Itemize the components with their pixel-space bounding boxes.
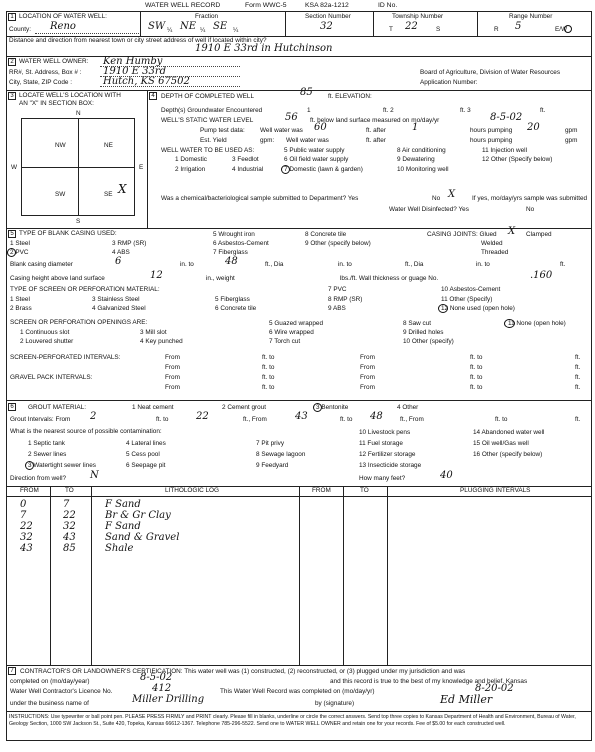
section-number-7: 7 (8, 667, 16, 675)
opening-11-circle (504, 319, 515, 328)
signature-label: by (signature) (315, 700, 355, 707)
in-to: in. to (180, 261, 194, 268)
groundwater-label: Depth(s) Groundwater Encountered (161, 107, 263, 114)
use-11[interactable]: 11 Injection well (482, 147, 527, 154)
use-7-circle (281, 165, 290, 174)
g-to-1: ft. to (156, 416, 169, 423)
direction-label: Direction from well? (10, 475, 67, 482)
opening-7[interactable]: 7 Torch cut (269, 338, 301, 345)
diameter-value[interactable]: 6 (115, 256, 122, 267)
threaded: Threaded (481, 249, 509, 256)
application-label: Application Number: (420, 79, 478, 86)
well-location-mark[interactable]: X (118, 182, 127, 196)
casing-7[interactable]: 7 Fiberglass (213, 249, 248, 256)
completed-date[interactable]: 8-5-02 (140, 672, 173, 683)
gravel-to-2: ft. to (470, 374, 483, 381)
in-to-2: in. to (338, 261, 352, 268)
hours-pumping: hours pumping (470, 127, 513, 134)
screen-12-circle (438, 304, 448, 313)
static-date[interactable]: 8-5-02 (490, 112, 523, 123)
ft-dia-2: ft., Dia (405, 261, 424, 268)
contam-12[interactable]: 12 Fertilizer storage (359, 451, 416, 458)
gravel-to-3: ft. to (262, 384, 275, 391)
completed-2-date[interactable]: 8-20-02 (475, 683, 514, 694)
east-circle (564, 25, 572, 33)
grout-to-2[interactable]: 48 (370, 411, 383, 422)
perf-from-4: From (360, 364, 375, 371)
contam-11[interactable]: 11 Fuel storage (359, 440, 403, 447)
compass-s: S (76, 218, 81, 225)
perf-to-3: ft. to (262, 364, 275, 371)
g-from-3: ft., From (400, 416, 424, 423)
log-litho[interactable]: Shale (105, 543, 134, 554)
gravel-end: ft. (575, 374, 581, 381)
log-header-plugging: PLUGGING INTERVALS (460, 487, 531, 494)
perf-to-2: ft. to (470, 354, 483, 361)
height-label: Casing height above land surface (10, 275, 105, 282)
quadrant-sw: SW (55, 191, 66, 198)
contam-7[interactable]: 7 Pit privy (256, 440, 285, 447)
owner-value[interactable]: Ken Humby (103, 56, 163, 67)
perf-end-2: ft. (575, 364, 581, 371)
log-header-litho: LITHOLOGIC LOG (165, 487, 219, 494)
static-tail: ft. below land surface measured on mo/day/yr (310, 117, 440, 124)
ksa-reference: KSA 82a-1212 (305, 2, 349, 9)
gravel-end-2: ft. (575, 384, 581, 391)
county-label: County: (9, 26, 32, 33)
log-to[interactable]: 7 (63, 499, 70, 510)
distance-value[interactable]: 1910 E 33rd in Hutchinson (195, 43, 333, 54)
section-number-3: 3 (8, 92, 16, 100)
screen-10[interactable]: 10 Asbestos-Cement (441, 286, 501, 293)
log-litho[interactable]: F Sand (105, 521, 141, 532)
use-12[interactable]: 12 Other (Specify below) (482, 156, 553, 163)
quadrant-nw: NW (55, 142, 66, 149)
pump-after[interactable]: 1 (412, 122, 419, 133)
log-header-from-2: FROM (312, 487, 331, 494)
gpm-label-2: gpm (565, 137, 578, 144)
use-9[interactable]: 9 Dewatering (397, 156, 435, 163)
g-to-2: ft. to (340, 416, 353, 423)
address-value[interactable]: 1910 E 33rd (103, 66, 167, 77)
business-label: under the business name of (10, 700, 89, 707)
use-8[interactable]: 8 Air conditioning (397, 147, 446, 154)
screen-4[interactable]: 4 Galvanized Steel (92, 305, 146, 312)
direction-value[interactable]: N (90, 470, 99, 481)
range-value[interactable]: 5 (515, 21, 522, 32)
casing-8[interactable]: 8 Concrete tile (305, 231, 347, 238)
log-to[interactable]: 32 (63, 521, 76, 532)
use-1[interactable]: 1 Domestic (175, 156, 207, 163)
contamination-label: What is the nearest source of possible contamination: (10, 428, 162, 435)
diameter-to[interactable]: 48 (225, 256, 238, 267)
est-gpm: gpm: (260, 137, 275, 144)
township-value[interactable]: 22 (405, 21, 418, 32)
static-value[interactable]: 56 (285, 112, 298, 123)
perf-to-4: ft. to (470, 364, 483, 371)
section-number-4: 4 (149, 92, 157, 100)
township-t: T (389, 26, 393, 33)
log-to[interactable]: 43 (63, 532, 76, 543)
gravel-from-3: From (165, 384, 180, 391)
owner-label: WATER WELL OWNER: (19, 58, 89, 65)
grout-4[interactable]: 4 Other (397, 404, 419, 411)
quarter-symbol: ¼ (200, 27, 206, 34)
completed-label: completed on (mo/day/year) (10, 678, 90, 685)
fraction-1[interactable]: SW (148, 21, 166, 32)
log-litho[interactable]: Sand & Gravel (105, 532, 180, 543)
perf-to-1: ft. to (262, 354, 275, 361)
pump-label: Pump test data: (200, 127, 245, 134)
licence-label: Water Well Contractor's Licence No. (10, 688, 113, 695)
gravel-from-4: From (360, 384, 375, 391)
completed-2-label: This Water Well Record was completed on (mo/day/yr) (220, 688, 375, 695)
business-value[interactable]: Miller Drilling (132, 694, 205, 705)
gw-3: ft. 3 (460, 107, 471, 114)
grout-to-1[interactable]: 22 (196, 411, 209, 422)
log-header-from: FROM (20, 487, 39, 494)
depth-value[interactable]: 85 (300, 87, 313, 98)
gauge-value[interactable]: .160 (530, 270, 553, 281)
section-number-1: 1 (8, 13, 16, 21)
distance-label: Distance and direction from nearest town or city street address of well if located within city? (9, 37, 267, 44)
gravel-to-4: ft. to (470, 384, 483, 391)
static-label: WELL'S STATIC WATER LEVEL (161, 117, 254, 124)
compass-w: W (11, 164, 18, 171)
quadrant-se: SE (104, 191, 113, 198)
fraction-label: Fraction (195, 13, 219, 20)
log-header-to: TO (65, 487, 74, 494)
use-label: WELL WATER TO BE USED AS: (161, 147, 255, 154)
opening-8[interactable]: 8 Saw cut (403, 320, 432, 327)
gravel-to-1: ft. to (262, 374, 275, 381)
section-number-value[interactable]: 32 (320, 21, 333, 32)
use-10[interactable]: 10 Monitoring well (397, 166, 449, 173)
gravel-label: GRAVEL PACK INTERVALS: (10, 374, 93, 381)
welded: Welded (481, 240, 503, 247)
use-6[interactable]: 6 Oil field water supply (284, 156, 349, 163)
ft-dia: ft., Dia (265, 261, 284, 268)
well-water-was-2: Well water was (286, 137, 329, 144)
casing-1[interactable]: 1 Steel (10, 240, 30, 247)
grout-1[interactable]: 1 Neat cement (132, 404, 174, 411)
grout-from-1[interactable]: 2 (90, 411, 97, 422)
casing-9[interactable]: 9 Other (specify below) (305, 240, 371, 247)
gpm-label: gpm (565, 127, 578, 134)
gw-1: 1 (307, 107, 311, 114)
location-label: LOCATION OF WATER WELL: (19, 13, 107, 20)
disinfected-no: No (526, 206, 535, 213)
opening-4[interactable]: 4 Key punched (140, 338, 183, 345)
log-litho[interactable]: F Sand (105, 499, 141, 510)
perf-from-3: From (165, 364, 180, 371)
contam-4[interactable]: 4 Lateral lines (126, 440, 166, 447)
casing-4[interactable]: 4 ABS (112, 249, 130, 256)
contam-1[interactable]: 1 Septic tank (28, 440, 65, 447)
township-s: S (436, 26, 441, 33)
screen-1[interactable]: 1 Steel (10, 296, 30, 303)
screen-7[interactable]: 7 PVC (328, 286, 347, 293)
contam-6[interactable]: 6 Seepage pit (126, 462, 166, 469)
gravel-from-1: From (165, 374, 180, 381)
pump-gpm[interactable]: 20 (527, 122, 540, 133)
true-statement: and this record is true to the best of my knowledge and belief. Kansas (330, 678, 528, 685)
g-end: ft. (575, 416, 581, 423)
casing-label: TYPE OF BLANK CASING USED: (19, 230, 117, 237)
screen-2[interactable]: 2 Brass (10, 305, 32, 312)
locate-label-1: LOCATE WELL'S LOCATION WITH (19, 92, 121, 99)
grout-3-circle (313, 403, 322, 412)
screen-label: TYPE OF SCREEN OR PERFORATION MATERIAL: (10, 286, 160, 293)
range-r: R (494, 26, 499, 33)
contam-8[interactable]: 8 Sewage lagoon (256, 451, 306, 458)
screen-9[interactable]: 9 ABS (328, 305, 346, 312)
screen-12[interactable]: 12 None used (open hole) (441, 305, 515, 312)
opening-2[interactable]: 2 Louvered shutter (20, 338, 74, 345)
perforated-label: SCREEN-PERFORATED INTERVALS: (10, 354, 121, 361)
openings-label: SCREEN OR PERFORATION OPENINGS ARE: (10, 319, 148, 326)
address-label: RR#, St. Address, Box # : (9, 69, 82, 76)
chem-answer[interactable]: X (448, 189, 456, 200)
casing-2[interactable]: 2 PVC (10, 249, 29, 256)
city-value[interactable]: Hutch, KS 67502 (103, 76, 190, 87)
contam-3-circle (25, 461, 34, 470)
well-water-was: Well water was (260, 127, 303, 134)
chem-no: No (432, 195, 441, 202)
contam-15[interactable]: 15 Oil well/Gas well (473, 440, 529, 447)
contam-3[interactable]: 3 Watertight sewer lines (28, 462, 96, 469)
contam-10[interactable]: 10 Livestock pens (359, 429, 411, 436)
how-many-value[interactable]: 40 (440, 470, 453, 481)
contam-5[interactable]: 5 Cess pool (126, 451, 160, 458)
locate-label-2: AN "X" IN SECTION BOX: (19, 100, 94, 107)
hours-pumping-2: hours pumping (470, 137, 513, 144)
fraction-2[interactable]: NE (180, 21, 197, 32)
grout-label: GROUT MATERIAL: (28, 404, 86, 411)
licence-value[interactable]: 412 (152, 683, 172, 694)
screen-5[interactable]: 5 Fiberglass (215, 296, 250, 303)
range-label: Range Number (509, 13, 553, 20)
ft-end: ft. (560, 261, 566, 268)
opening-5[interactable]: 5 Guazed wrapped (269, 320, 324, 327)
instructions: INSTRUCTIONS: Use typewriter or ball point pen. PLEASE PRESS FIRMLY and PRINT clearly. Please fill in blanks, underline or circle the correct answers. Send top three copies to Kansas Department of Health and Environment, Bureau of Water, Geology Section, 1000 SW Jackson St., Suite 420, Topeka, Kansas 66612-1367. Telephone 785-296-5522. Send one to WATER WELL OWNER and retain one for your records. Fee of $5.00 for each constructed well. (9, 714, 576, 727)
compass-e: E (139, 164, 144, 171)
casing-5[interactable]: 5 Wrought iron (213, 231, 255, 238)
section-number-5: 5 (8, 230, 16, 238)
id-number-label: ID No. (378, 2, 398, 9)
chem-label: Was a chemical/bacteriological sample submitted to Department? Yes (161, 195, 359, 202)
section-number-label: Section Number (305, 13, 351, 20)
grout-from-2[interactable]: 43 (295, 411, 308, 422)
use-2[interactable]: 2 Irrigation (175, 166, 206, 173)
opening-9[interactable]: 9 Drilled holes (403, 329, 444, 336)
log-to[interactable]: 85 (63, 543, 76, 554)
quarter-symbol: ¼ (233, 27, 239, 34)
township-label: Township Number (392, 13, 444, 20)
casing-6[interactable]: 6 Asbestos-Cement (213, 240, 269, 247)
joints-mark[interactable]: X (508, 226, 516, 237)
joints-label: CASING JOINTS: Glued (427, 231, 497, 238)
grout-3[interactable]: 3 Bentonite (316, 404, 349, 411)
contam-2[interactable]: 2 Sewer lines (28, 451, 67, 458)
ft-after-2: ft. after (366, 137, 386, 144)
g-from-2: ft., From (243, 416, 267, 423)
signature[interactable]: Ed Miller (440, 693, 493, 706)
gw-end: ft. (540, 107, 546, 114)
grout-2[interactable]: 2 Cement grout (222, 404, 267, 411)
contam-13[interactable]: 13 Insecticide storage (359, 462, 422, 469)
east-west: E/W (555, 26, 568, 33)
weight-label: in., weight (206, 275, 235, 282)
contam-16[interactable]: 16 Other (specify below) (473, 451, 543, 458)
elevation-label: ft. ELEVATION: (328, 93, 372, 100)
grout-intervals-label: Grout Intervals: From (10, 416, 71, 423)
fraction-3[interactable]: SE (213, 21, 228, 32)
disinfected-label: Water Well Disinfected? Yes (389, 206, 469, 213)
use-4[interactable]: 4 Industrial (232, 166, 264, 173)
pump-ft[interactable]: 60 (314, 122, 327, 133)
wall-label: lbs./ft. Wall thickness or guage No. (340, 275, 439, 282)
screen-8[interactable]: 8 RMP (SR) (328, 296, 363, 303)
city-label: City, State, ZIP Code : (9, 79, 72, 86)
board-label: Board of Agriculture, Division of Water Resources (420, 69, 561, 76)
use-5[interactable]: 5 Public water supply (284, 147, 345, 154)
contam-9[interactable]: 9 Feedyard (256, 462, 289, 469)
log-from[interactable]: 43 (20, 543, 33, 554)
section-number-6: 6 (8, 403, 16, 411)
g-to-3: ft. to (495, 416, 508, 423)
diameter-label: Blank casing diameter (10, 261, 73, 268)
est-yield-label: Est. Yield (200, 137, 227, 144)
log-litho[interactable]: Br & Gr Clay (105, 510, 171, 521)
log-from[interactable]: 22 (20, 521, 33, 532)
opening-6[interactable]: 6 Wire wrapped (269, 329, 314, 336)
use-7[interactable]: 7 Domestic (lawn & garden) (284, 166, 363, 173)
opening-10[interactable]: 10 Other (specify) (403, 338, 454, 345)
perf-end: ft. (575, 354, 581, 361)
ft-after: ft. after (366, 127, 386, 134)
use-3[interactable]: 3 Feedlot (232, 156, 259, 163)
compass-n: N (76, 110, 81, 117)
clamped: Clamped (526, 231, 552, 238)
opening-11[interactable]: 11 None (open hole) (508, 320, 566, 327)
county-value[interactable]: Reno (50, 21, 76, 32)
in-to-3: in. to (476, 261, 490, 268)
quarter-symbol: ¼ (167, 27, 173, 34)
depth-label: DEPTH OF COMPLETED WELL (161, 93, 255, 100)
opening-1[interactable]: 1 Continuous slot (20, 329, 70, 336)
height-value[interactable]: 12 (150, 270, 163, 281)
section-number-2: 2 (8, 58, 16, 66)
log-from[interactable]: 7 (20, 510, 27, 521)
form-title: WATER WELL RECORD (145, 2, 221, 9)
log-to[interactable]: 22 (63, 510, 76, 521)
log-header-to-2: TO (360, 487, 369, 494)
how-many-label: How many feet? (359, 475, 406, 482)
log-from[interactable]: 0 (20, 499, 27, 510)
gw-2: ft. 2 (383, 107, 394, 114)
gravel-from-2: From (360, 374, 375, 381)
perf-from-2: From (360, 354, 375, 361)
chem-label-2: If yes, mo/day/yrs sample was submitted (472, 195, 588, 202)
contam-14[interactable]: 14 Abandoned water well (473, 429, 545, 436)
log-from[interactable]: 32 (20, 532, 33, 543)
casing-3[interactable]: 3 RMP (SR) (112, 240, 147, 247)
screen-6[interactable]: 6 Concrete tile (215, 305, 257, 312)
perf-from-1: From (165, 354, 180, 361)
quadrant-ne: NE (104, 142, 113, 149)
screen-3[interactable]: 3 Stainless Steel (92, 296, 140, 303)
opening-3[interactable]: 3 Mill slot (140, 329, 167, 336)
certification-label: CONTRACTOR'S OR LANDOWNER'S CERTIFICATION: This water well was (1) constructed, (2) reconstructed, or (3) plugged under my jurisdiction and was (20, 668, 466, 675)
casing-2-circle (7, 248, 16, 257)
screen-11[interactable]: 11 Other (Specify) (441, 296, 493, 303)
form-number: Form WWC-5 (245, 2, 287, 9)
